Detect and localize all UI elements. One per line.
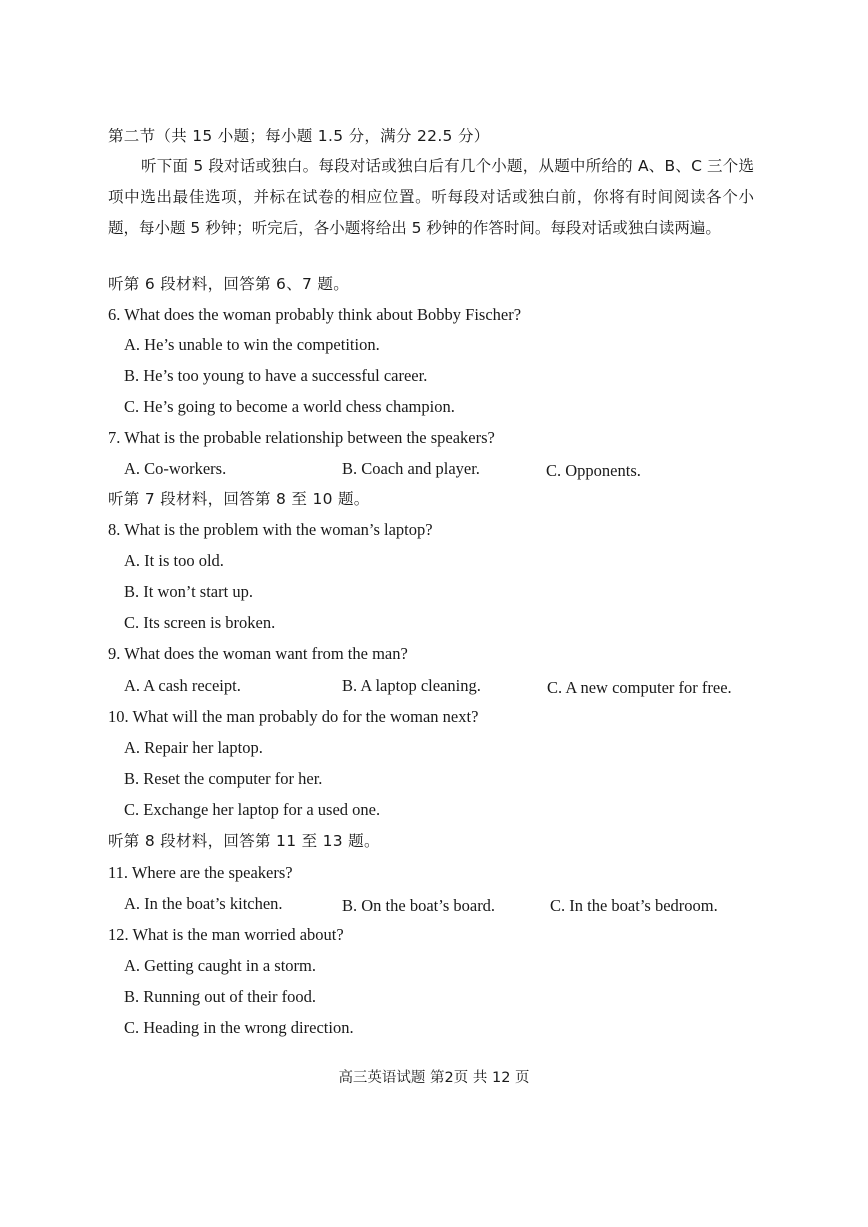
page-footer: 高三英语试题 第2页 共 12 页 (338, 1070, 530, 1086)
q10-option-c: C. Exchange her laptop for a used one. (124, 800, 381, 819)
section-heading: 第二节（共 15 小题；每小题 1.5 分，满分 22.5 分） (108, 127, 490, 145)
material-8-header: 听第 8 段材料，回答第 11 至 13 题。 (108, 832, 380, 850)
q12-option-a: A. Getting caught in a storm. (124, 956, 317, 975)
q11-option-a: A. In the boat’s kitchen. (124, 894, 283, 913)
q8-option-a: A. It is too old. (124, 551, 224, 570)
q7-option-a: A. Co-workers. (124, 459, 227, 478)
instructions-paragraph: 听下面 5 段对话或独白。每段对话或独白后有几个小题，从题中所给的 A、B、C 三个选项中选出最佳选项，并标在试卷的相应位置。听每段对话或独白前，你将有时间阅读各个小题，每小题 5 秒钟；听完后，各小题将给出 5 秒钟的作答时间。每段对话或独白读两遍。 (108, 157, 754, 237)
q8-option-b: B. It won’t start up. (124, 582, 253, 601)
q7-stem: 7. What is the probable relationship between the speakers? (108, 428, 495, 447)
q9-stem: 9. What does the woman want from the man? (108, 644, 408, 663)
q6-option-c: C. He’s going to become a world chess champion. (124, 397, 455, 416)
material-7-header: 听第 7 段材料，回答第 8 至 10 题。 (108, 490, 370, 508)
q9-option-a: A. A cash receipt. (124, 676, 241, 695)
q12-option-c: C. Heading in the wrong direction. (124, 1018, 354, 1037)
q10-option-a: A. Repair her laptop. (124, 738, 263, 757)
q6-stem: 6. What does the woman probably think about Bobby Fischer? (108, 305, 522, 324)
q9-option-b: B. A laptop cleaning. (342, 676, 481, 695)
q6-option-a: A. He’s unable to win the competition. (124, 335, 380, 354)
q6-option-b: B. He’s too young to have a successful career. (124, 366, 428, 385)
q12-stem: 12. What is the man worried about? (108, 925, 344, 944)
q7-option-b: B. Coach and player. (342, 459, 480, 478)
q11-stem: 11. Where are the speakers? (108, 863, 293, 882)
q12-option-b: B. Running out of their food. (124, 987, 317, 1006)
q10-option-b: B. Reset the computer for her. (124, 769, 323, 788)
q8-stem: 8. What is the problem with the woman’s laptop? (108, 520, 433, 539)
q7-option-c: C. Opponents. (546, 461, 641, 480)
q8-option-c: C. Its screen is broken. (124, 613, 276, 632)
q9-option-c: C. A new computer for free. (547, 678, 732, 697)
q11-option-b: B. On the boat’s board. (342, 896, 496, 915)
q11-option-c: C. In the boat’s bedroom. (550, 896, 718, 915)
material-6-header: 听第 6 段材料，回答第 6、7 题。 (108, 275, 349, 293)
q10-stem: 10. What will the man probably do for the woman next? (108, 707, 479, 726)
